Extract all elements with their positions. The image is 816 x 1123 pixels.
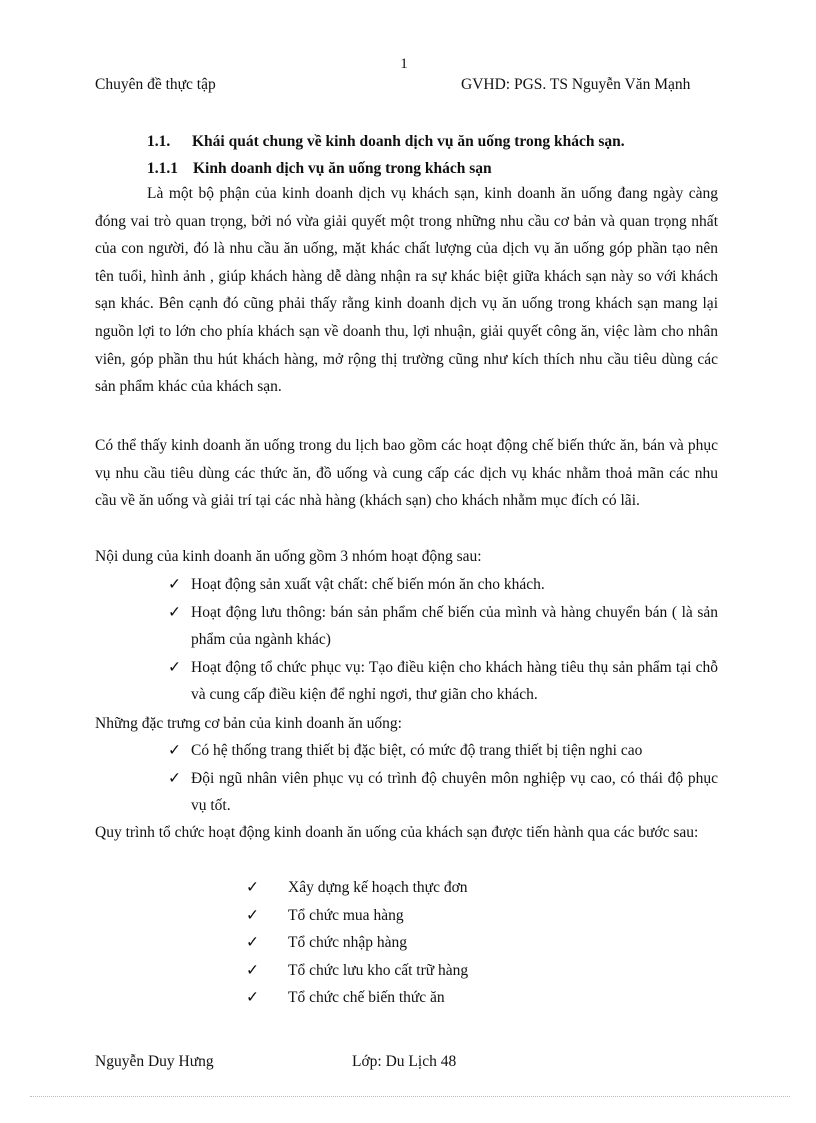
list-item	[246, 957, 468, 985]
checkmark-icon: ✓	[168, 742, 181, 759]
checkmark-icon: ✓	[168, 576, 181, 593]
list-item	[246, 929, 468, 957]
subsection-heading	[147, 160, 492, 178]
list-item-text: Tổ chức mua hàng	[288, 906, 404, 924]
list-item	[246, 984, 468, 1012]
subsection-number: 1.1.1	[147, 160, 178, 177]
list-item	[246, 902, 468, 930]
section-heading	[147, 133, 625, 151]
checkmark-icon: ✓	[246, 879, 259, 896]
list-item-text: Xây dựng kế hoạch thực đơn	[288, 879, 468, 896]
features-intro: Những đặc trưng cơ bản của kinh doanh ăn uống:	[95, 715, 402, 732]
list-item-text: Tổ chức lưu kho cất trữ hàng	[288, 961, 469, 979]
page-number: 1	[400, 56, 408, 72]
list-item-text: Có hệ thống trang thiết bị đặc biệt, có mức độ trang thiết bị tiện nghi cao	[191, 742, 643, 759]
footer-divider	[30, 1096, 790, 1097]
process-intro: Quy trình tổ chức hoạt động kinh doanh ăn uống của khách sạn được tiến hành qua các bước sau:	[95, 824, 699, 841]
checkmark-icon: ✓	[246, 989, 259, 1007]
header-supervisor: GVHD: PGS. TS Nguyễn Văn Mạnh	[461, 76, 691, 93]
list-item-text: Đội ngũ nhân viên phục vụ có trình độ chuyên môn nghiệp vụ cao, có thái độ phục vụ tốt.	[191, 769, 718, 815]
checkmark-icon: ✓	[246, 906, 259, 924]
intro-paragraph: Là một bộ phận của kinh doanh dịch vụ khách sạn, kinh doanh ăn uống đang ngày càng đóng vai trò quan trọng, bởi nó vừa giải quyết một trong những nhu cầu cơ bản và quan trọng nhất của con người, đó là nhu cầu ăn uống, mặt khác chất lượng của dịch vụ ăn uống góp phần tạo nên tên tuổi, hình ảnh , giúp khách hàng dễ dàng nhận ra sự khác biệt giữa khách sạn này so với khách sạn khác. Bên cạnh đó cũng phải thấy rằng kinh doanh dịch vụ ăn uống trong khách sạn mang lại nguồn lợi to lớn cho phía khách sạn về doanh thu, lợi nhuận, giải quyết công ăn, việc làm cho nhân viên, góp phần thu hút khách hàng, mở rộng thị trường cũng như kích thích nhu cầu tiêu dùng các sản phẩm khác của khách sạn.	[95, 185, 718, 396]
checkmark-icon: ✓	[168, 769, 181, 787]
list-item	[246, 874, 468, 902]
list-item	[168, 599, 718, 654]
checkmark-icon: ✓	[246, 934, 259, 952]
definition-paragraph: Có thể thấy kinh doanh ăn uống trong du lịch bao gồm các hoạt động chế biến thức ăn, bán và phục vụ nhu cầu tiêu dùng các thức ăn, đồ uống và cung cấp các dịch vụ khác nhằm thoả mãn các nhu cầu về ăn uống và giải trí tại các nhà hàng (khách sạn) cho khách nhằm mục đích có lãi.	[95, 437, 718, 510]
list-item-text: Tổ chức nhập hàng	[288, 934, 408, 952]
list-item	[168, 654, 718, 709]
header-course-title: Chuyên đề thực tập	[95, 76, 216, 93]
footer-class: Lớp: Du Lịch 48	[352, 1053, 457, 1070]
list-item	[168, 737, 718, 765]
list-item	[168, 765, 718, 820]
process-steps-list	[246, 874, 468, 1012]
footer-author: Nguyễn Duy Hưng	[95, 1053, 214, 1070]
content-intro: Nội dung của kinh doanh ăn uống gồm 3 nhóm hoạt động sau:	[95, 548, 482, 565]
list-item-text: Tổ chức chế biến thức ăn	[288, 989, 445, 1007]
list-item-text: Hoạt động tổ chức phục vụ: Tạo điều kiện cho khách hàng tiêu thụ sản phẩm tại chỗ và cung cấp điều kiện để nghỉ ngơi, thư giãn cho khách.	[191, 658, 718, 704]
section-number: 1.1.	[147, 133, 171, 150]
list-item-text: Hoạt động sản xuất vật chất: chế biến món ăn cho khách.	[191, 576, 545, 593]
subsection-title: Kinh doanh dịch vụ ăn uống trong khách sạn	[193, 160, 492, 177]
activity-groups-list	[168, 571, 718, 709]
features-list	[168, 737, 718, 820]
section-title: Khái quát chung về kinh doanh dịch vụ ăn uống trong khách sạn.	[192, 133, 625, 150]
list-item-text: Hoạt động lưu thông: bán sản phẩm chế biến của mình và hàng chuyển bán ( là sản phẩm của ngành khác)	[191, 603, 718, 649]
checkmark-icon: ✓	[168, 603, 181, 621]
list-item	[168, 571, 718, 599]
checkmark-icon: ✓	[246, 961, 259, 979]
checkmark-icon: ✓	[168, 658, 181, 676]
